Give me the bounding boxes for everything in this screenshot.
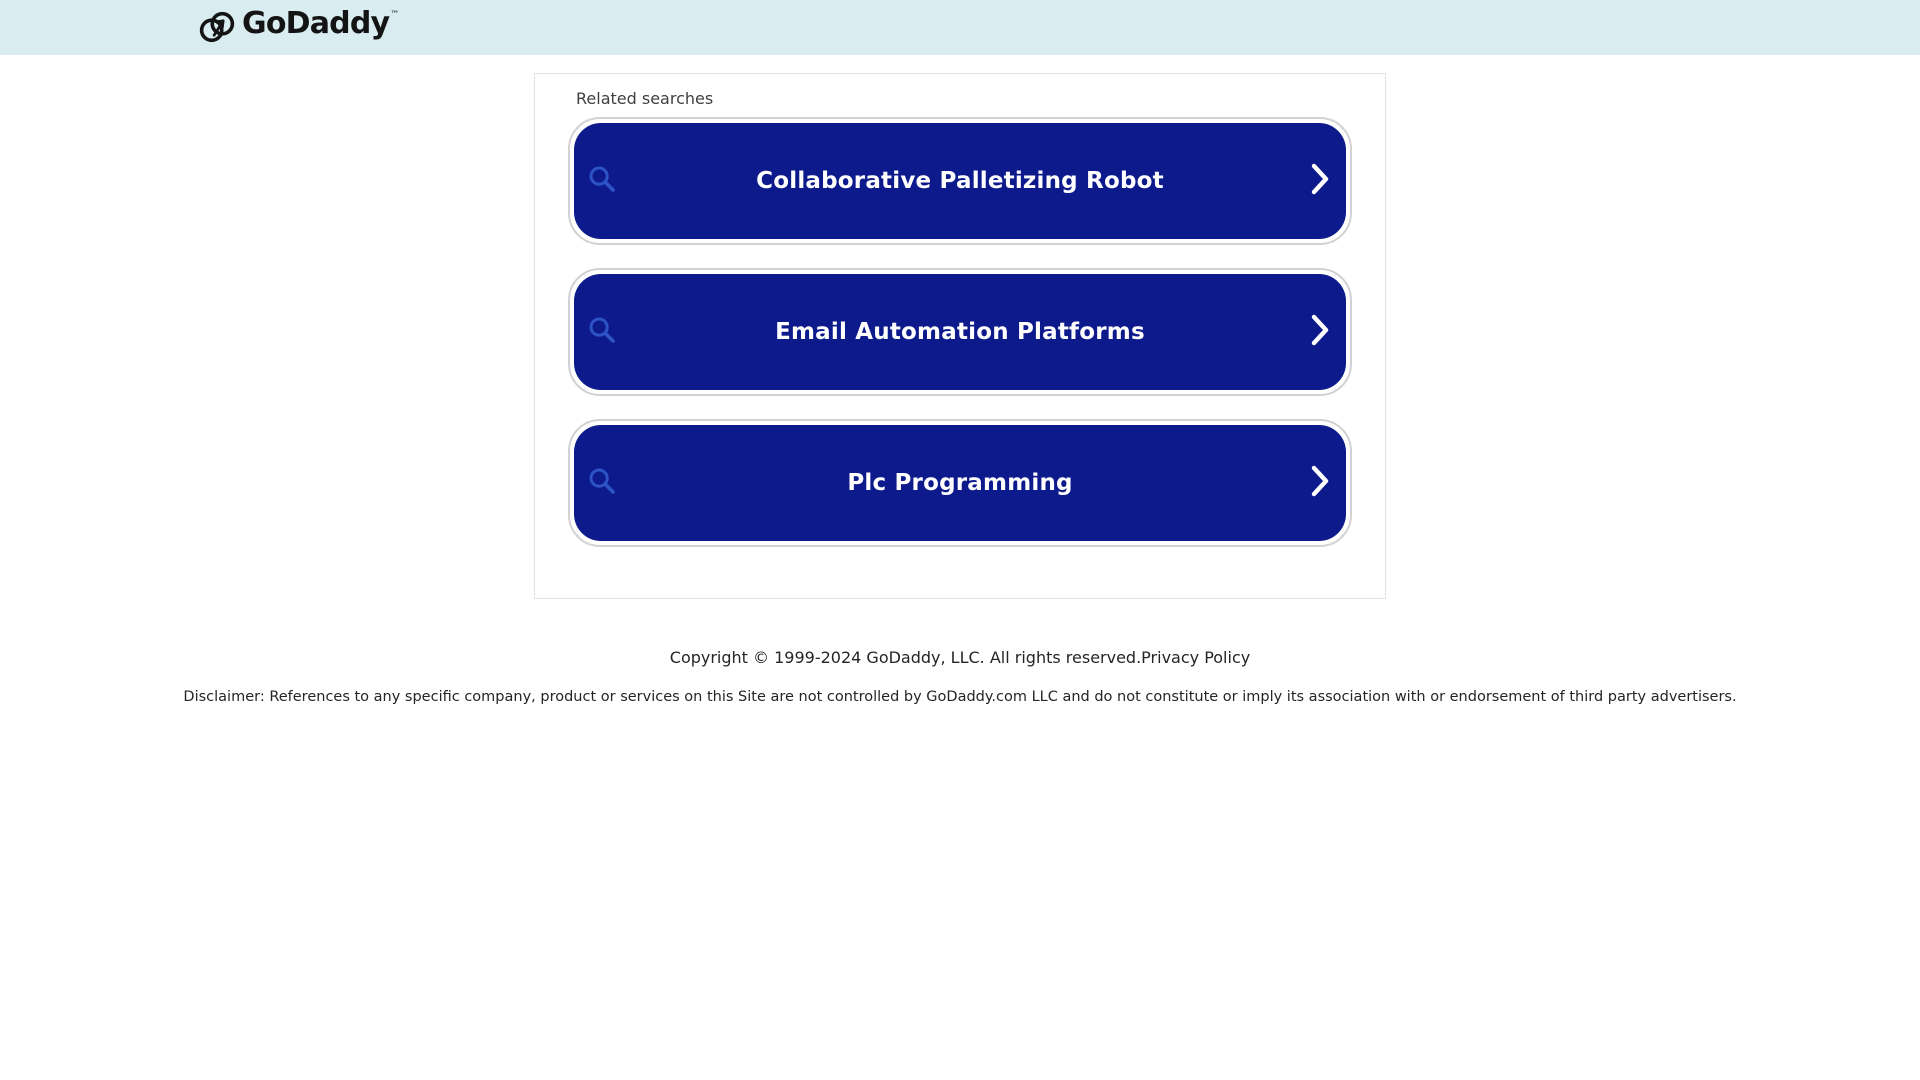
search-icon: [587, 164, 617, 198]
disclaimer-text: Disclaimer: References to any specific company, product or services on this Site are not controlled by GoDaddy.com LLC and do not constitute or imply its association with or endorsement of third party advertisers.: [183, 689, 1737, 705]
godaddy-wordmark: GoDaddy: [242, 5, 390, 41]
privacy-policy-link[interactable]: Privacy Policy: [1141, 648, 1251, 667]
related-search-label: Plc Programming: [847, 470, 1073, 496]
header-bar: [0, 0, 1920, 55]
copyright-line: [0, 648, 1920, 667]
search-icon: [587, 466, 617, 500]
trademark-symbol: ™: [390, 9, 400, 20]
copyright-text: Copyright © 1999-2024 GoDaddy, LLC. All rights reserved.: [669, 648, 1142, 667]
related-search-button[interactable]: [568, 268, 1352, 396]
chevron-right-icon: [1310, 313, 1330, 351]
related-search-button[interactable]: [568, 419, 1352, 547]
chevron-right-icon: [1310, 162, 1330, 200]
search-icon: [587, 315, 617, 349]
related-search-button[interactable]: [568, 117, 1352, 245]
related-searches-heading: Related searches: [576, 89, 714, 108]
related-search-label: Collaborative Palletizing Robot: [756, 168, 1164, 194]
godaddy-logo-icon: [199, 8, 235, 50]
godaddy-logo[interactable]: [199, 6, 399, 50]
related-search-label: Email Automation Platforms: [775, 319, 1145, 345]
chevron-right-icon: [1310, 464, 1330, 502]
related-searches-card: [534, 73, 1386, 599]
